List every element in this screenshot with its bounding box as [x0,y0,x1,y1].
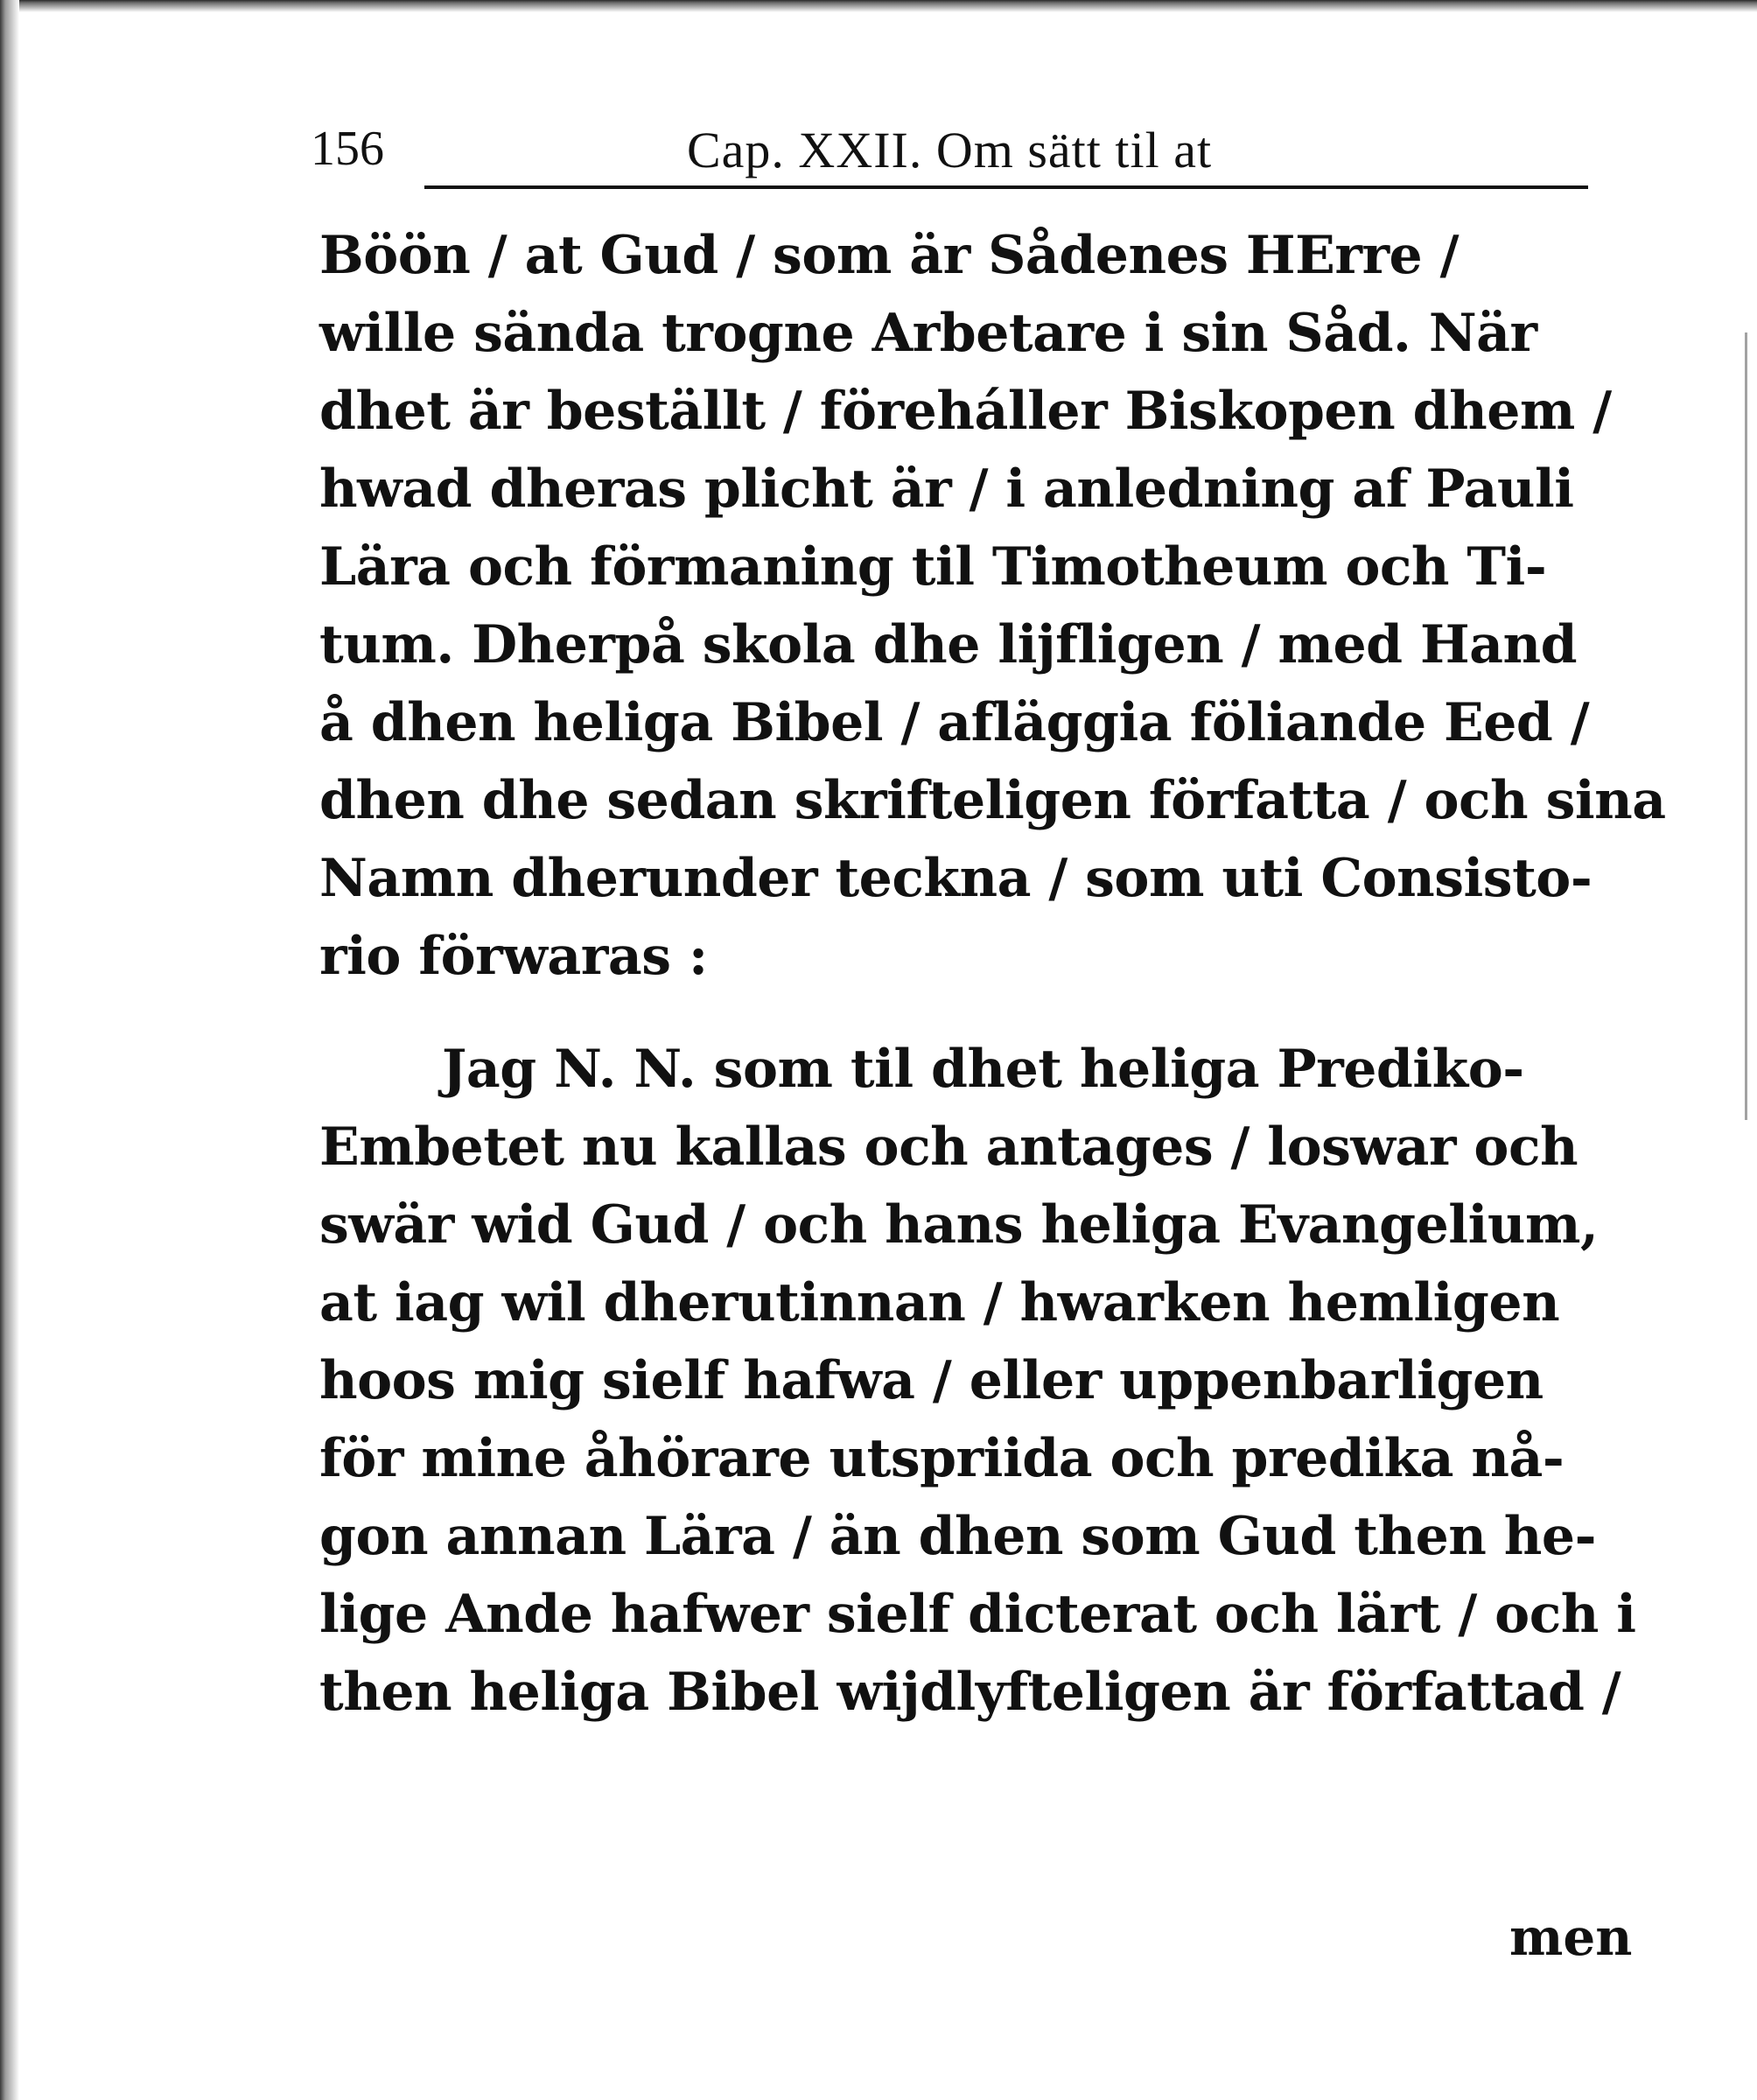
paragraph-gap [319,996,1588,1031]
paragraph-1 [319,217,1666,996]
catchword: men [1509,1908,1633,1967]
text-line: Böön / at Gud / som är Sådenes HErre / [319,225,1460,286]
scan-fold-line [1745,332,1747,1120]
text-line: lige Ande hafwer sielf dicterat och lärt / och i [319,1584,1636,1645]
text-line: swär wid Gud / och hans heliga Evangelium, [319,1194,1599,1256]
scan-edge-top [0,0,1757,12]
page-header [311,105,1588,184]
scan-edge-left [0,0,19,2100]
book-page [311,105,1666,2048]
text-line: rio förwaras : [319,926,708,987]
text-line: then heliga Bibel wijdlyfteligen är författad / [319,1662,1621,1723]
text-line: Embetet nu kallas och antages / loswar och [319,1116,1578,1178]
text-line: hoos mig sielf hafwa / eller uppenbarligen [319,1350,1544,1411]
body-text [319,217,1666,1732]
text-line: Namn dherunder teckna / som uti Consisto- [319,848,1592,909]
text-line: at iag wil dherutinnan / hwarken hemligen [319,1272,1560,1334]
text-line: tum. Dherpå skola dhe lijfligen / med Hand [319,614,1578,676]
text-line: för mine åhörare utspriida och predika nå- [319,1428,1564,1489]
text-line: dhet är beställt / föreháller Biskopen dhem / [319,381,1612,442]
running-head: Cap. XXII. Om sätt til at [687,122,1213,178]
text-line: dhen dhe sedan skrifteligen författa / och sina [319,770,1666,831]
text-line: å dhen heliga Bibel / afläggia föliande Eed / [319,692,1590,753]
text-line: Jag N. N. som til dhet heliga Prediko- [442,1039,1524,1100]
text-line: gon annan Lära / än dhen som Gud then he- [319,1506,1596,1567]
page-number: 156 [311,122,384,176]
paragraph-2-oath [319,1031,1636,1732]
text-line: Lära och förmaning til Timotheum och Ti- [319,536,1547,598]
text-line: hwad dheras plicht är / i anledning af Pauli [319,458,1574,520]
header-rule [424,186,1588,189]
text-line: wille sända trogne Arbetare i sin Såd. När [319,303,1537,364]
